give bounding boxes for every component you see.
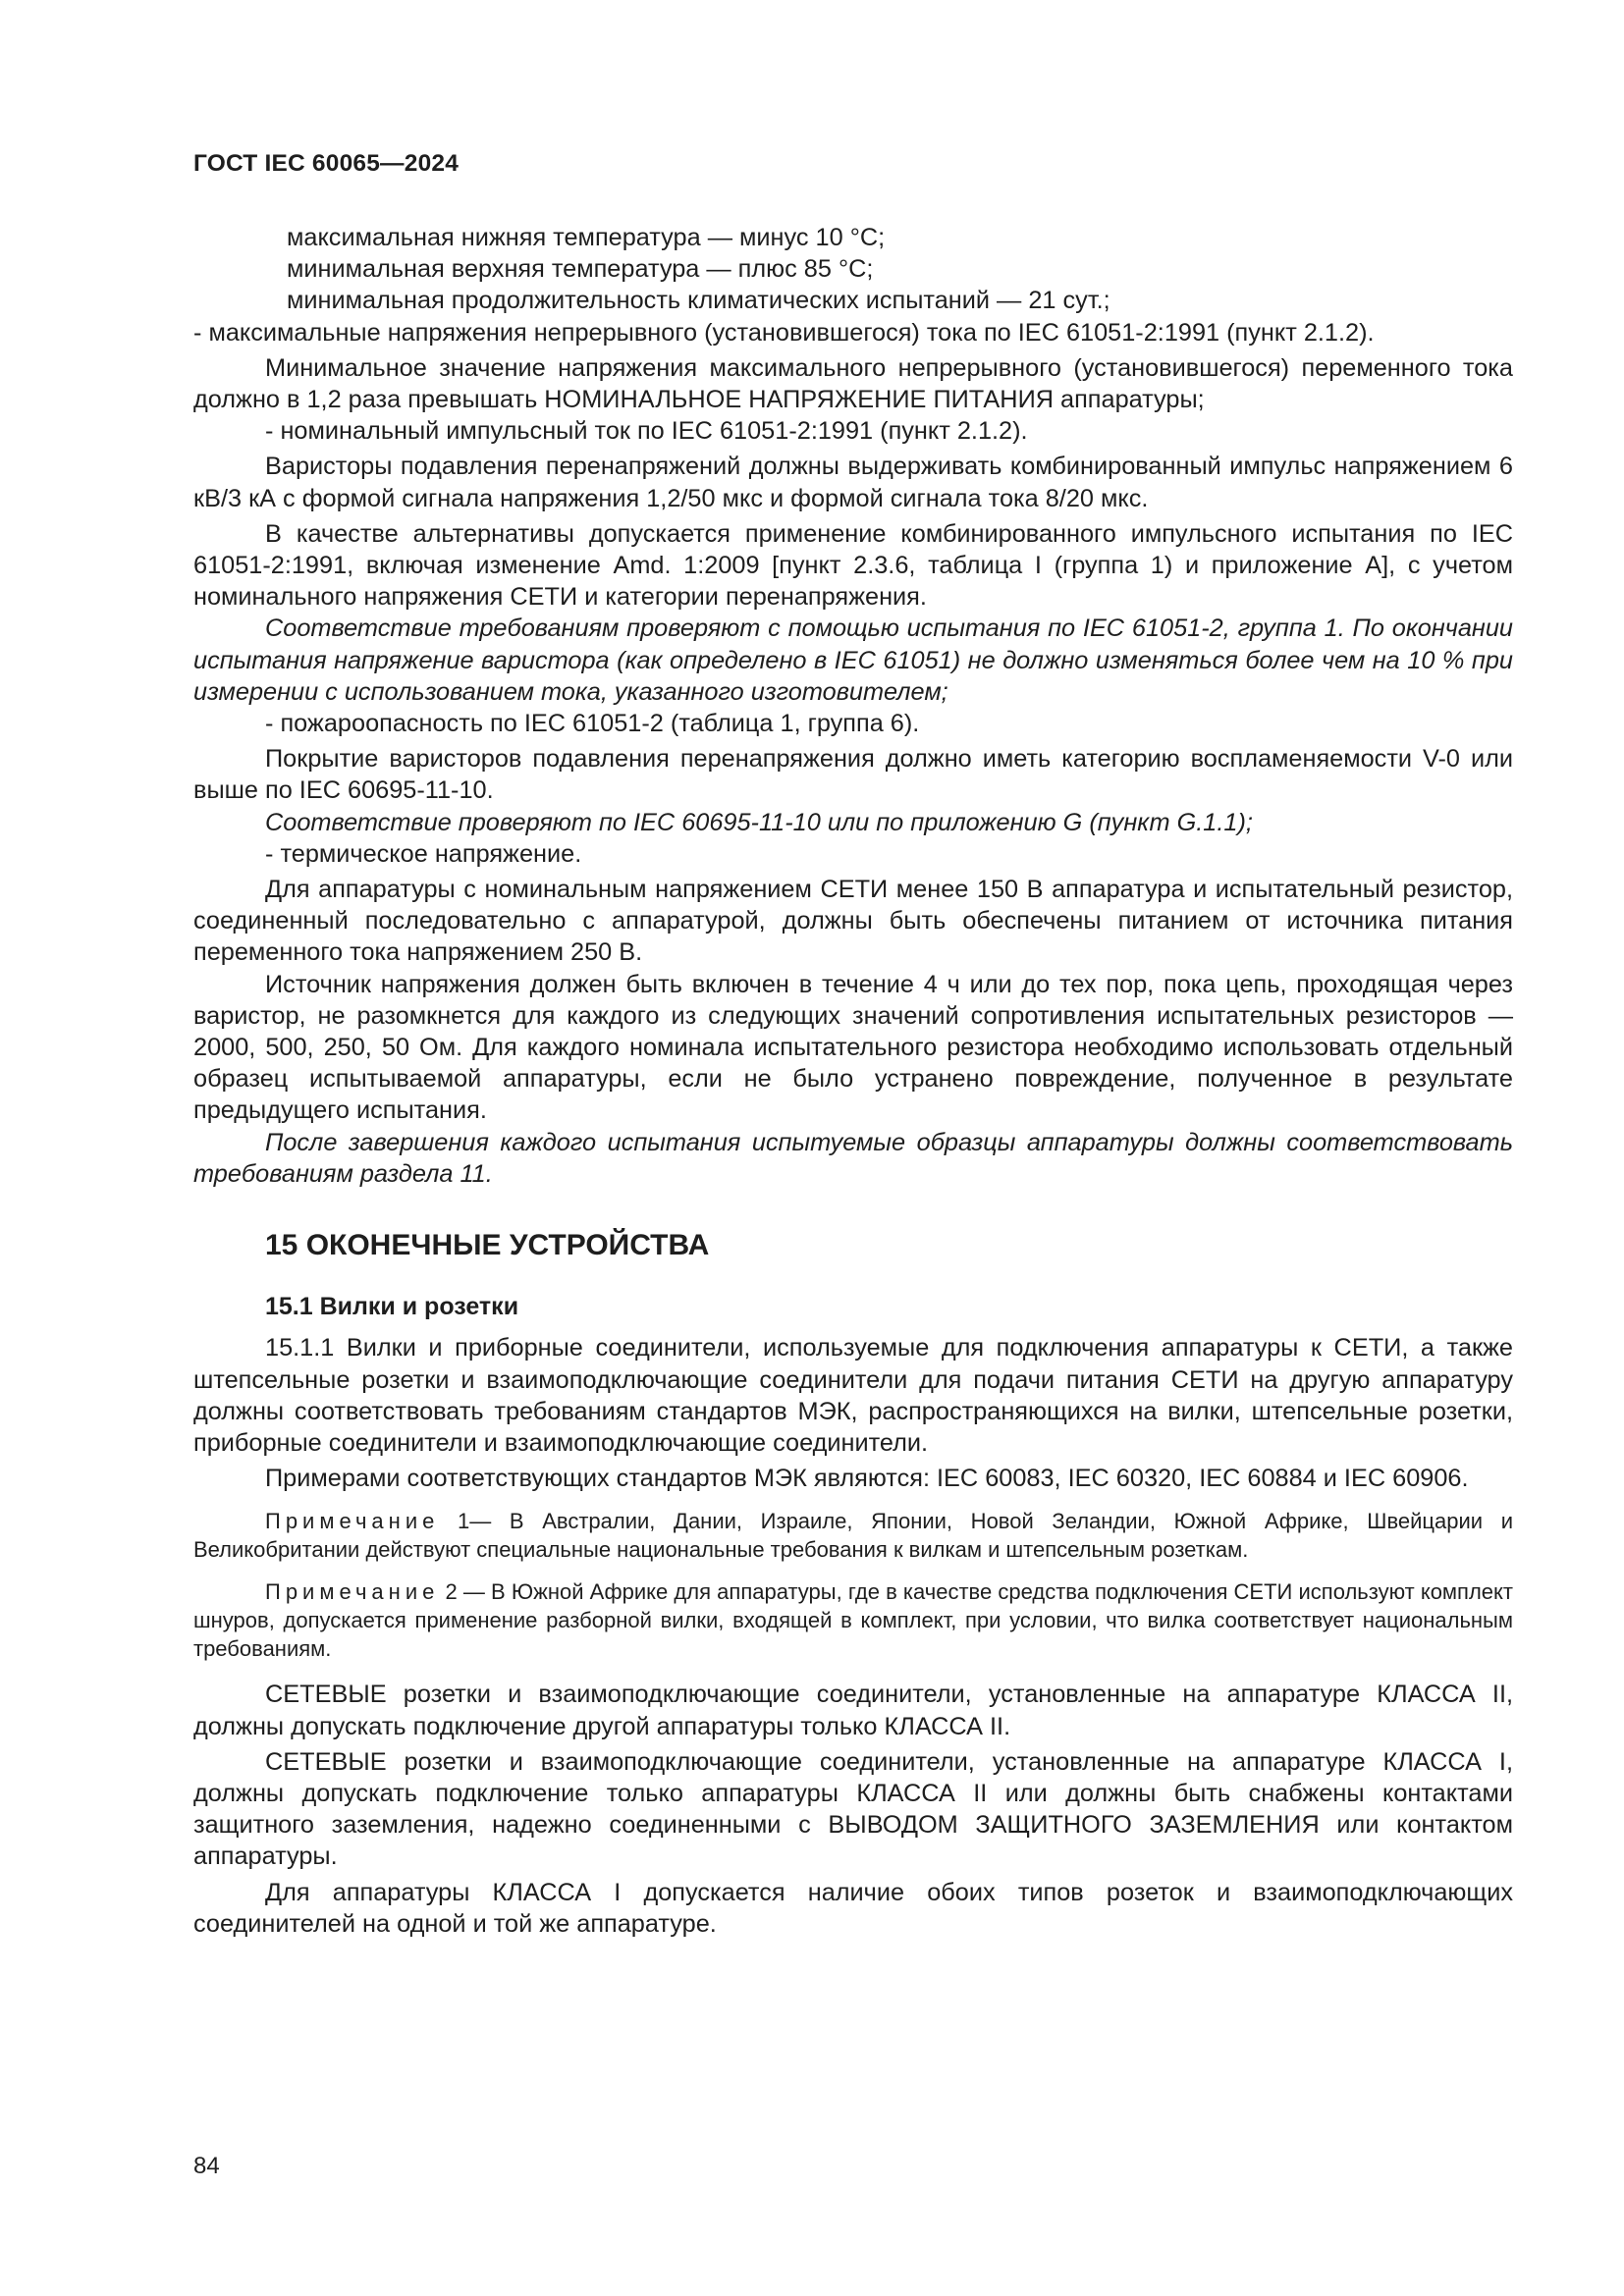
paragraph: Для аппаратуры с номинальным напряжением СЕТИ менее 150 В аппаратура и испытательный резистор, соединенный последовательно с аппаратурой, должны быть обеспечены питанием от источника питания переменного тока напряжением 250 В. bbox=[193, 876, 1513, 967]
paragraph: 15.1.1 Вилки и приборные соединители, используемые для подключения аппаратуры к СЕТИ, а также штепсельные розетки и взаимоподключающие соединители для подачи питания СЕТИ на другую аппаратуру должны соответствовать требованиям стандартов МЭК, распространяющихся на вилки, штепсельные розетки, приборные соединители и взаимоподключающие соединители. bbox=[193, 1334, 1513, 1457]
list-item: - пожароопасность по IEC 61051-2 (таблица 1, группа 6). bbox=[265, 710, 920, 738]
note-number: 2 bbox=[445, 1578, 458, 1604]
paragraph: максимальная нижняя температура — минус 10 °С; bbox=[287, 224, 886, 251]
note-number: 1 bbox=[458, 1509, 470, 1534]
paragraph: Примерами соответствующих стандартов МЭК являются: IEC 60083, IEC 60320, IEC 60884 и IEC 60906. bbox=[265, 1465, 1469, 1493]
list-item: - номинальный импульсный ток по IEC 61051-2:1991 (пункт 2.1.2). bbox=[265, 417, 1028, 446]
paragraph: Источник напряжения должен быть включен в течение 4 ч или до тех пор, пока цепь, проходящая через варистор, не разомкнется для каждого из следующих значений сопротивления испытательных резисторов — 2000, 500, 250, 50 Ом. Для каждого номинала испытательного резистора необходимо использовать отдельный образец испытываемой аппаратуры, если не было устранено повреждение, полученное в результате предыдущего испытания. bbox=[193, 970, 1513, 1125]
note bbox=[193, 1508, 1513, 1565]
subsection-heading: 15.1 Вилки и розетки bbox=[265, 1293, 519, 1321]
document-body bbox=[193, 222, 1513, 1940]
paragraph: Для аппаратуры КЛАССА I допускается наличие обоих типов розеток и взаимоподключающих соединителей на одной и той же аппаратуре. bbox=[193, 1878, 1513, 1938]
paragraph: Варисторы подавления перенапряжений должны выдерживать комбинированный импульс напряжением 6 кВ/3 кА с формой сигнала напряжения 1,2/50 мкс и формой сигнала тока 8/20 мкс. bbox=[193, 453, 1513, 512]
page-number: 84 bbox=[193, 2153, 220, 2179]
compliance-paragraph: Соответствие проверяют по IEC 60695-11-10 или по приложению G (пункт G.1.1); bbox=[265, 808, 1253, 836]
list-item: - максимальные напряжения непрерывного (установившегося) тока по IEC 61051-2:1991 (пункт 2.1.2). bbox=[193, 318, 1375, 347]
compliance-paragraph: Соответствие требованиям проверяют с помощью испытания по IEC 61051-2, группа 1. По окончании испытания напряжение варистора (как определено в IEC 61051) не должно изменяться более чем на 10 % при измерении с использованием тока, указанного изготовителем; bbox=[193, 614, 1513, 706]
paragraph: минимальная продолжительность климатических испытаний — 21 сут.; bbox=[287, 287, 1110, 315]
note-text: — В Южной Африке для аппаратуры, где в качестве средства подключения СЕТИ используют комплект шнуров, допускается применение разборной вилки, входящей в комплект, при условии, что вилка соответствует национальным требованиям. bbox=[193, 1578, 1513, 1661]
compliance-paragraph: После завершения каждого испытания испытуемые образцы аппаратуры должны соответствовать требованиям раздела 11. bbox=[193, 1128, 1513, 1188]
paragraph: Покрытие варисторов подавления перенапряжения должно иметь категорию воспламеняемости V-0 или выше по IEC 60695-11-10. bbox=[193, 745, 1513, 805]
list-item: - термическое напряжение. bbox=[265, 839, 582, 868]
note-label: Примечание bbox=[265, 1578, 440, 1604]
note-text: — В Австралии, Дании, Израиле, Японии, Новой Зеландии, Южной Африке, Швейцарии и Великобритании действуют специальные национальные требования к вилкам и штепсельным розеткам. bbox=[193, 1509, 1513, 1563]
paragraph: минимальная верхняя температура — плюс 85 °С; bbox=[287, 255, 874, 284]
note-label: Примечание bbox=[265, 1509, 440, 1534]
note bbox=[193, 1578, 1513, 1663]
paragraph: СЕТЕВЫЕ розетки и взаимоподключающие соединители, установленные на аппаратуре КЛАССА II, должны допускать подключение другой аппаратуры только КЛАССА II. bbox=[193, 1681, 1513, 1740]
section-heading: 15 ОКОНЕЧНЫЕ УСТРОЙСТВА bbox=[265, 1229, 710, 1262]
document-header: ГОСТ IEC 60065—2024 bbox=[193, 150, 460, 177]
paragraph: СЕТЕВЫЕ розетки и взаимоподключающие соединители, установленные на аппаратуре КЛАССА I, должны допускать подключение только аппаратуры КЛАССА II или должны быть снабжены контактами защитного заземления, надежно соединенными с ВЫВОДОМ ЗАЩИТНОГО ЗАЗЕМЛЕНИЯ или контактом аппаратуры. bbox=[193, 1747, 1513, 1871]
paragraph: В качестве альтернативы допускается применение комбинированного импульсного испытания по IEC 61051-2:1991, включая изменение Amd. 1:2009 [пункт 2.3.6, таблица I (группа 1) и приложение А], с учетом номинального напряжения СЕТИ и категории перенапряжения. bbox=[193, 519, 1513, 612]
paragraph: Минимальное значение напряжения максимального непрерывного (установившегося) переменного тока должно в 1,2 раза превышать НОМИНАЛЬНОЕ НАПРЯЖЕНИЕ ПИТАНИЯ аппаратуры; bbox=[193, 353, 1513, 414]
